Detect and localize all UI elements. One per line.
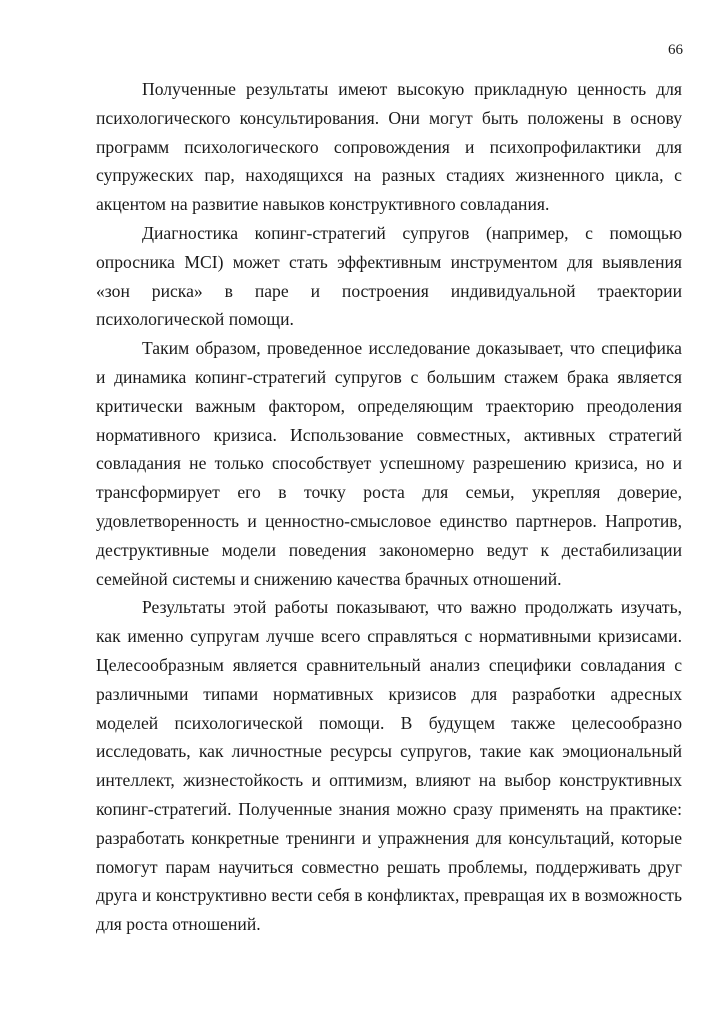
paragraph: Результаты этой работы показывают, что важно продолжать изучать, как именно супругам лучше всего справляться с нормативными кризисами. Целесообразным является сравнительный анализ специфики совладания с различными типами нормативных кризисов для разработки адресных моделей психологической помощи. В будущем также целесообразно исследовать, как личностные ресурсы супругов, такие как эмоциональный интеллект, жизнестойкость и оптимизм, влияют на выбор конструктивных копинг-стратегий. Полученные знания можно сразу применять на практике: разработать конкретные тренинги и упражнения для консультаций, которые помогут парам научиться совместно решать проблемы, поддерживать друг друга и конструктивно вести себя в конфликтах, превращая их в возможность для роста отношений. xyxy=(96,597,682,935)
body-text xyxy=(96,75,682,939)
paragraph: Таким образом, проведенное исследование доказывает, что специфика и динамика копинг-стратегий супругов с большим стажем брака является критически важным фактором, определяющим траекторию преодоления нормативного кризиса. Использование совместных, активных стратегий совладания не только способствует успешному разрешению кризиса, но и трансформирует его в точку роста для семьи, укрепляя доверие, удовлетворенность и ценностно-смысловое единство партнеров. Напротив, деструктивные модели поведения закономерно ведут к дестабилизации семейной системы и снижению качества брачных отношений. xyxy=(96,338,682,589)
paragraph: Полученные результаты имеют высокую прикладную ценность для психологического консультирования. Они могут быть положены в основу программ психологического сопровождения и психопрофилактики для супружеских пар, находящихся на разных стадиях жизненного цикла, с акцентом на развитие навыков конструктивного совладания. xyxy=(96,79,682,215)
page-number: 66 xyxy=(668,42,683,58)
paragraph: Диагностика копинг-стратегий супругов (например, с помощью опросника MCI) может стать эффективным инструментом для выявления «зон риска» в паре и построения индивидуальной траектории психологической помощи. xyxy=(96,222,682,330)
